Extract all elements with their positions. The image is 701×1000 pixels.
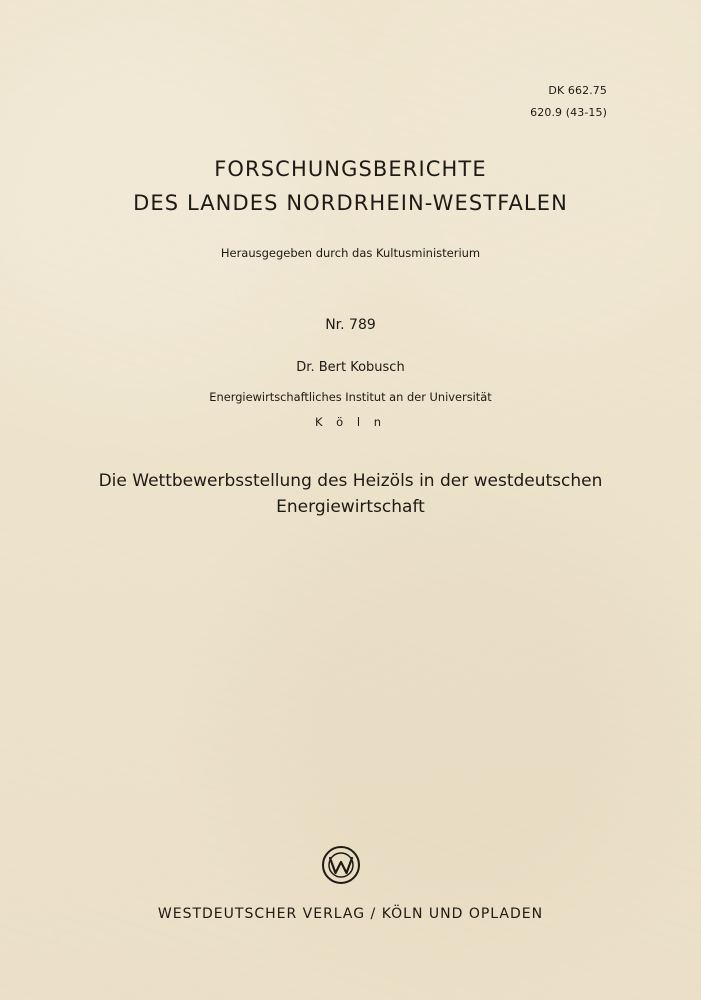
classification-block <box>530 80 607 124</box>
classification-line-1: DK 662.75 <box>548 84 607 97</box>
book-title-line-2: Energiewirtschaft <box>276 497 425 517</box>
series-title-line-1: FORSCHUNGSBERICHTE <box>214 157 487 181</box>
institute-name: Energiewirtschaftliches Institut an der Universität <box>209 390 492 404</box>
author-name: Dr. Bert Kobusch <box>296 360 405 375</box>
series-title-line-2: DES LANDES NORDRHEIN-WESTFALEN <box>133 191 568 215</box>
book-title-line-1: Die Wettbewerbsstellung des Heizöls in der westdeutschen <box>98 471 603 491</box>
report-number: Nr. 789 <box>325 317 376 333</box>
city-name: K ö l n <box>314 415 387 429</box>
series-publisher: Herausgegeben durch das Kultusministerium <box>220 246 481 260</box>
w-circle-logo <box>320 844 362 886</box>
series-title <box>0 152 701 220</box>
footer-publisher: WESTDEUTSCHER VERLAG / KÖLN UND OPLADEN <box>157 906 544 922</box>
classification-line-2: 620.9 (43-15) <box>530 106 607 119</box>
book-title <box>0 468 701 520</box>
